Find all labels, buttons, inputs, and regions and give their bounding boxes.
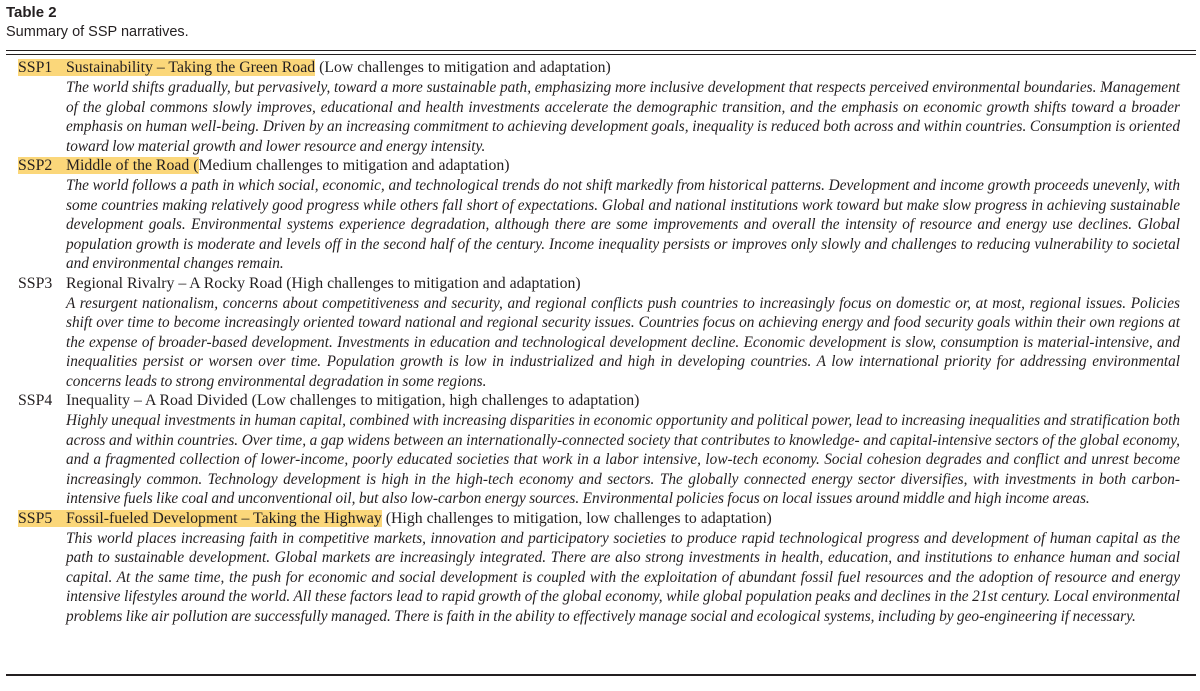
table-header-rule <box>6 54 1196 55</box>
ssp-code: SSP1 <box>18 59 53 76</box>
table-row-ssp3 <box>18 274 1180 392</box>
row-header <box>18 509 1180 529</box>
ssp-challenges: (Low challenges to mitigation, high challenges to adaptation) <box>251 392 640 409</box>
ssp-description: The world shifts gradually, but pervasively, toward a more sustainable path, emphasizing more inclusive development that respects perceived environmental boundaries. Management of the global commons slowly improves, educational and health investments accelerate the demographic transition, and the emphasis on economic growth shifts toward a broader emphasis on human well-being. Driven by an increasing commitment to achieving development goals, inequality is reduced both across and within countries. Consumption is oriented toward low material growth and lower resource and energy intensity. <box>66 79 1180 155</box>
ssp-challenges: (Low challenges to mitigation and adaptation) <box>319 59 611 76</box>
ssp-code: SSP2 <box>18 157 53 174</box>
row-header <box>18 391 1180 411</box>
ssp-description: The world follows a path in which social, economic, and technological trends do not shift markedly from historical patterns. Development and income growth proceeds unevenly, with some countries making relatively good progress while others fall short of expectations. Global and national institutions work toward but make slow progress in achieving sustainable development goals. Environmental systems experience degradation, although there are some improvements and overall the intensity of resource and energy use declines. Global population growth is moderate and levels off in the second half of the century. Income inequality persists or improves only slowly and challenges to reducing vulnerability to societal and environmental changes remain. <box>66 177 1180 272</box>
ssp-title: Sustainability – Taking the Green Road <box>66 59 316 76</box>
table-caption: Summary of SSP narratives. <box>6 24 189 40</box>
table-row-ssp2 <box>18 156 1180 274</box>
highlighted-heading[interactable] <box>18 510 382 527</box>
table-label: Table 2 <box>6 4 57 21</box>
table-top-rule <box>6 50 1196 51</box>
ssp-challenges: Medium challenges to mitigation and adaptation) <box>198 157 510 174</box>
highlighted-heading[interactable] <box>18 59 315 76</box>
ssp-description: A resurgent nationalism, concerns about competitiveness and security, and regional conflicts push countries to increasingly focus on domestic or, at most, regional issues. Policies shift over time to become increasingly oriented toward national and regional security issues. Countries focus on achieving energy and food security goals within their own regions at the expense of broader-based development. Investments in education and technological development decline. Economic development is slow, consumption is material-intensive, and inequalities persist or worsen over time. Population growth is low in industrialized and high in developing countries. A low international priority for addressing environmental concerns leads to strong environmental degradation in some regions. <box>66 294 1180 390</box>
ssp-title: Fossil-fueled Development – Taking the Highway <box>66 509 382 527</box>
ssp-challenges: (High challenges to mitigation, low challenges to adaptation) <box>385 509 772 527</box>
ssp-code: SSP5 <box>18 509 53 527</box>
ssp-description: Highly unequal investments in human capital, combined with increasing disparities in economic opportunity and political power, lead to increasing inequalities and stratification both across and within countries. Over time, a gap widens between an internationally-connected society that contributes to knowledge- and capital-intensive sectors of the global economy, and a fragmented collection of lower-income, poorly educated societies that work in a labor intensive, low-tech economy. Social cohesion degrades and conflict and unrest become increasingly common. Technology development is high in the high-tech economy and sectors. The globally connected energy sector diversifies, with investments in both carbon-intensive fuels like coal and unconventional oil, but also low-carbon energy sources. Environmental policies focus on local issues around middle and high income areas. <box>66 412 1180 507</box>
table-row-ssp5 <box>18 509 1180 627</box>
highlighted-heading[interactable] <box>18 157 199 174</box>
ssp-code: SSP4 <box>18 392 53 409</box>
row-header <box>18 156 1180 176</box>
row-header <box>18 274 1180 294</box>
ssp-challenges: (High challenges to mitigation and adaptation) <box>286 274 581 292</box>
table-bottom-rule <box>6 674 1196 676</box>
table-row-ssp1 <box>18 58 1180 156</box>
ssp-title: Inequality – A Road Divided <box>66 392 248 409</box>
ssp-table <box>18 58 1180 626</box>
row-header <box>18 58 1180 78</box>
table-row-ssp4 <box>18 391 1180 509</box>
ssp-title: Regional Rivalry – A Rocky Road <box>66 274 283 292</box>
ssp-code: SSP3 <box>18 274 53 292</box>
ssp-title: Middle of the Road ( <box>66 157 199 174</box>
ssp-description: This world places increasing faith in competitive markets, innovation and participatory societies to produce rapid technological progress and development of human capital as the path to sustainable development. Global markets are increasingly integrated. There are also strong investments in health, education, and institutions to enhance human and social capital. At the same time, the push for economic and social development is coupled with the exploitation of abundant fossil fuel resources and the adoption of resource and energy intensive lifestyles around the world. All these factors lead to rapid growth of the global economy, while global population peaks and declines in the 21st century. Local environmental problems like air pollution are successfully managed. There is faith in the ability to effectively manage social and ecological systems, including by geo-engineering if necessary. <box>66 529 1180 625</box>
